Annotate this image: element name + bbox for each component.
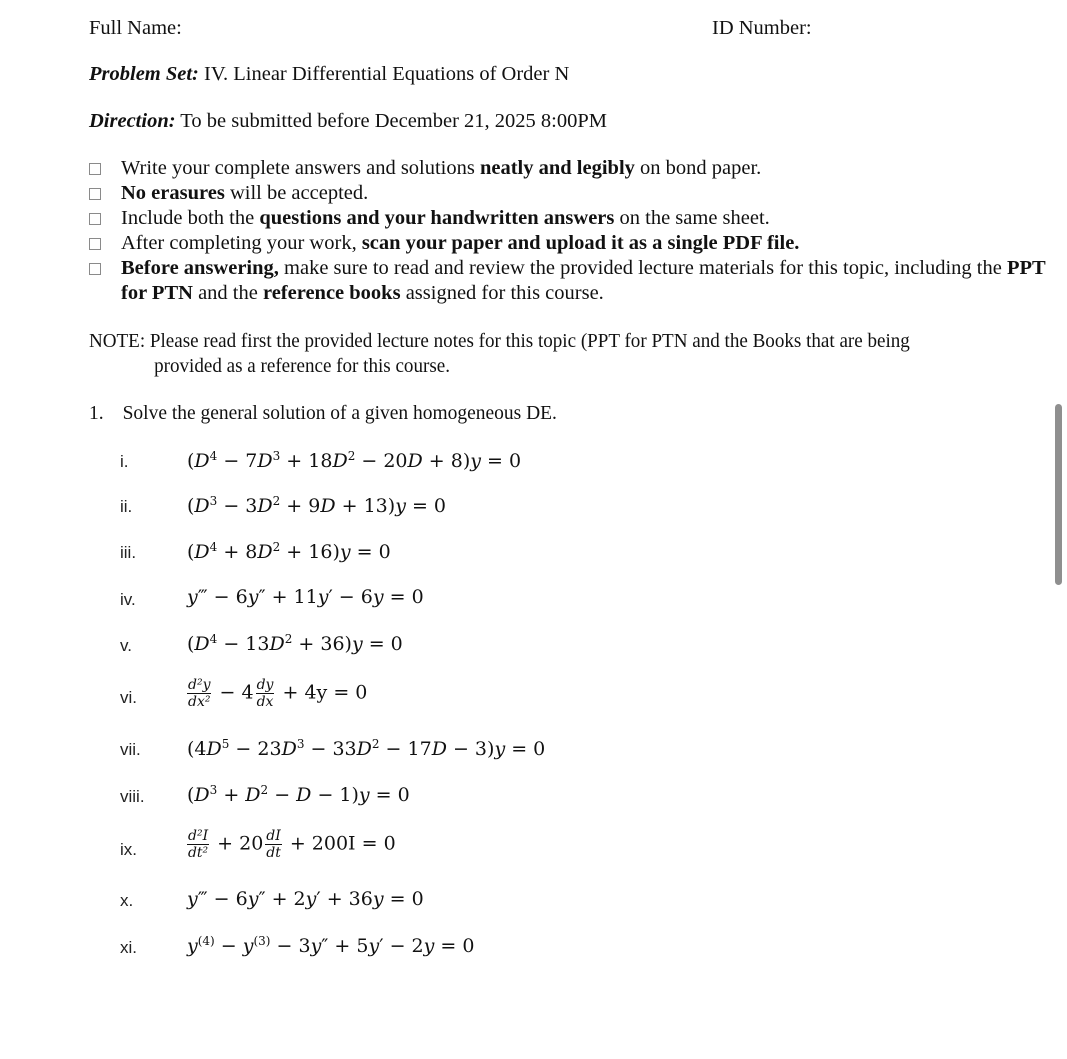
- instruction-item: [89, 231, 1049, 256]
- instruction-item: [89, 256, 1049, 306]
- question-number: 1.: [89, 402, 104, 424]
- instruction-item: [89, 206, 1049, 231]
- instruction-text: Write your complete answers and solutions: [121, 157, 480, 179]
- instruction-bold: Before answering,: [121, 257, 279, 279]
- equation-vii: $(4D^5 - 23D^3 - 33D^2 - 17D - 3)y = 0$: [187, 737, 546, 760]
- equation-viii: $(D^3 + D^2 - D - 1)y = 0$: [187, 783, 410, 806]
- fraction: [256, 677, 275, 710]
- checkbox-icon[interactable]: [89, 213, 101, 225]
- equation-i: $(D^4 - 7D^3 + 18D^2 - 20D + 8)y = 0$: [187, 449, 522, 472]
- denominator: dt²: [187, 845, 209, 861]
- item-label: ii.: [120, 497, 133, 516]
- item-label: ix.: [120, 840, 137, 859]
- denominator: dt: [266, 845, 281, 861]
- full-name-label: Full Name:: [89, 17, 182, 39]
- instruction-bold: scan your paper and upload it as a single PDF file.: [361, 232, 800, 254]
- equation-x: y‴ − 6y″ + 2y′ + 36y = 0: [187, 888, 424, 910]
- equation-term: + 20: [211, 832, 264, 855]
- item-label: vi.: [120, 688, 137, 707]
- instruction-bold: questions and your handwritten answers: [259, 207, 615, 229]
- equation-v: $(D^4 - 13D^2 + 36)y = 0$: [187, 632, 403, 655]
- note-line-1: NOTE: Please read first the provided lecture notes for this topic (PPT for PTN and the Books that are being: [89, 330, 910, 352]
- instruction-text: on bond paper.: [634, 157, 762, 179]
- equation-vi: [185, 677, 367, 710]
- problem-set-value: IV. Linear Differential Equations of Order N: [198, 63, 570, 85]
- equation-ix: [185, 828, 396, 861]
- denominator: dx²: [188, 694, 211, 710]
- equation-term: + 4y = 0: [276, 681, 368, 704]
- note-paragraph: [89, 329, 982, 379]
- problem-set-label: Problem Set:: [89, 63, 199, 85]
- instruction-text: and the: [192, 282, 263, 304]
- instruction-text: on the same sheet.: [614, 207, 770, 229]
- checkbox-icon[interactable]: [89, 263, 101, 275]
- equation-term: + 200I = 0: [283, 832, 396, 855]
- numerator: d²y: [188, 677, 211, 693]
- instruction-item: [89, 181, 1049, 206]
- direction-value: To be submitted before December 21, 2025 8:00PM: [175, 110, 607, 132]
- equation-iv: y‴ − 6y″ + 11y′ − 6y = 0: [187, 586, 424, 608]
- item-label: v.: [120, 636, 132, 655]
- equation-xi: $y^{(4)} - y^{(3)} - 3y'' + 5y' - 2y = 0$: [187, 934, 475, 957]
- numerator: dI: [266, 828, 281, 844]
- item-label: vii.: [120, 740, 141, 759]
- item-label: iv.: [120, 590, 136, 609]
- numerator: dy: [256, 677, 274, 693]
- equation-ii: $(D^3 - 3D^2 + 9D + 13)y = 0$: [187, 494, 447, 517]
- checkbox-icon[interactable]: [89, 188, 101, 200]
- instruction-bold: reference books: [262, 282, 401, 304]
- question-text: Solve the general solution of a given homogeneous DE.: [122, 402, 557, 424]
- equation-iii: $(D^4 + 8D^2 + 16)y = 0$: [187, 540, 391, 563]
- numerator: d²I: [188, 828, 209, 844]
- item-label: x.: [120, 891, 134, 910]
- instruction-item: [89, 156, 1049, 181]
- checkbox-icon[interactable]: [89, 163, 101, 175]
- instruction-text: assigned for this course.: [400, 282, 604, 304]
- id-number-label: ID Number:: [712, 17, 812, 39]
- item-label: viii.: [120, 787, 145, 806]
- question-1: [89, 401, 557, 426]
- instruction-bold: PPT for PTN: [121, 257, 1046, 304]
- problem-set-line: [89, 62, 569, 87]
- instructions-list: [89, 156, 1049, 306]
- direction-label: Direction:: [89, 110, 176, 132]
- fraction: [187, 677, 211, 710]
- fraction: [187, 828, 209, 861]
- vertical-scrollbar[interactable]: [1055, 404, 1062, 585]
- equation-term: − 4: [213, 681, 254, 704]
- item-label: i.: [120, 452, 129, 471]
- note-line-2: provided as a reference for this course.: [154, 355, 450, 377]
- instruction-text: Include both the: [121, 207, 260, 229]
- item-label: xi.: [120, 938, 137, 957]
- direction-line: [89, 109, 607, 134]
- instruction-bold: No erasures: [121, 182, 225, 204]
- instruction-text: make sure to read and review the provided lecture materials for this topic, including the: [278, 257, 1007, 279]
- instruction-text: will be accepted.: [224, 182, 369, 204]
- instruction-bold: neatly and legibly: [479, 157, 635, 179]
- item-label: iii.: [120, 543, 137, 562]
- checkbox-icon[interactable]: [89, 238, 101, 250]
- fraction: [265, 828, 282, 861]
- instruction-text: After completing your work,: [121, 232, 362, 254]
- denominator: dx: [256, 694, 274, 710]
